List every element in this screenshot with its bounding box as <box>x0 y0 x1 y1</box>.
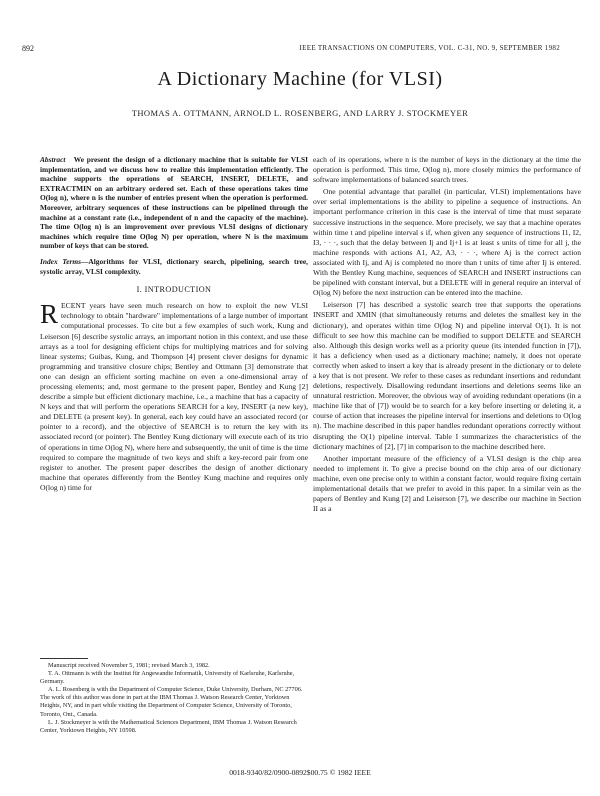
footnote: Manuscript received November 5, 1981; revised March 3, 1982. <box>48 662 210 669</box>
abstract-label: Abstract <box>40 155 66 164</box>
body-paragraph: each of its operations, where n is the number of keys in the dictionary at the time the operation is performed. This time, O(log n), more closely mimics the performance of software implementations of balanced search trees. <box>313 155 581 185</box>
page-number: 892 <box>22 44 34 53</box>
abstract-text: We present the design of a dictionary machine that is suitable for VLSI implementation, and we discuss how to realize this implementation efficiently. The machine supports the operations of SEARCH, INSERT, DELETE, and EXTRACTMIN on an arbitrary ordered set. Each of these operations takes time O(log n), where n is the number of entries present when the operation is performed. Moreover, arbitrary sequences of these instructions can be pipelined through the machine at a constant rate (i.e., independent of n and the capacity of the machine). The time O(log n) is an improvement over previous VLSI designs of dictionary machines which require time O(log N) per operation, where N is the maximum number of keys that can be stored. <box>40 155 308 251</box>
section-heading: I. INTRODUCTION <box>136 285 212 295</box>
body-paragraph: Another important measure of the efficiency of a VLSI design is the chip area needed to implement it. To give a precise bound on the chip area of our dictionary machine, even one precise only to within a constant factor, would require fixing certain implementational details that we prefer to avoid in this paper. In a similar vein as the papers of Bentley and Kung [2] and Leiserson [7], we describe our machine in Section II as a <box>313 453 581 514</box>
running-header: IEEE TRANSACTIONS ON COMPUTERS, VOL. C-31, NO. 9, SEPTEMBER 1982 <box>299 44 560 52</box>
left-column <box>40 155 308 495</box>
footnotes <box>40 662 308 735</box>
author-list: THOMAS A. OTTMANN, ARNOLD L. ROSENBERG, AND LARRY J. STOCKMEYER <box>131 108 469 118</box>
body-paragraph: One potential advantage that parallel (in particular, VLSI) implementations have over serial implementations is the ability to pipeline a sequence of instructions. An important performance criterion in this case is the interval of time that must separate successive instructions in the sequence. More precisely, we say that a machine operates within time t and pipeline interval s if, when given any sequence of instructions I1, I2, I3, · · ·, such that the delay between Ij and Ij+1 is at least s units of time for all j, the machine responds with actions A1, A2, A3, · · ·, where Aj is the correct action associated with Ij, and Aj is completed no more than t units of time after Ij is entered. With the Bentley Kung machine, sequences of SEARCH and INSERT instructions can be pipelined with constant interval, but a DELETE will in general require an interval of O(log N) before the next instruction can be entered into the machine. <box>313 187 581 298</box>
footnote: L. J. Stockmeyer is with the Mathematical Sciences Department, IBM Thomas J. Watson Research Center, Yorktown Heights, NY 10598. <box>40 718 297 734</box>
body-paragraph: Leiserson [7] has described a systolic search tree that supports the operations INSERT and XMIN (that simultaneously returns and deletes the smallest key in the dictionary), and operates within time O(log N) and pipeline interval O(1). It is not difficult to see how this machine can be modified to support DELETE and SEARCH also. Although this design works well as a priority queue (its intended function in [7]), it has a deficiency when used as a dictionary machine; namely, it does not operate correctly when asked to insert a key that is already present in the dictionary or to delete a key that is not present. We refer to these cases as redundant insertions and redundant deletions, respectively. Disallowing redundant insertions and deletions seems like an unnatural restriction. Moreover, the obvious way of avoiding redundant operations (in a machine like that of [7]) would be to search for a key before inserting or deleting it, a course of action that increases the pipeline interval for insertions and deletions to O(log n). The machine described in this paper handles redundant operations correctly without disrupting the O(1) pipeline interval. Table I summarizes the characteristics of the dictionary machines of [2], [7] in comparison to the machine described here. <box>313 300 581 451</box>
right-column <box>313 155 581 516</box>
footnote: A. L. Rosenberg is with the Department of Computer Science, Duke University, Durham, NC 27706. The work of this author was done in part at the IBM Thomas J. Watson Research Center, Yorktown Heights, NY, and in part while visiting the Department of Computer Science, University of Toronto, Toronto, Ont., Canada. <box>40 686 303 718</box>
paper-title: A Dictionary Machine (for VLSI) <box>157 68 443 90</box>
footnote-rule <box>40 658 88 659</box>
drop-cap: R <box>40 299 59 330</box>
index-terms-label: Index Terms <box>40 256 81 266</box>
index-terms-text: —Algorithms for VLSI, dictionary search, pipelining, search tree, systolic array, VLSI complexity. <box>40 256 308 276</box>
footnote: T. A. Ottmann is with the Institut für Angewandte Informatik, University of Karlsruhe, Karlsruhe, Germany. <box>40 670 295 686</box>
intro-paragraph <box>40 301 308 493</box>
copyright-line: 0018-9340/82/0900-0892$00.75 © 1982 IEEE <box>229 768 371 777</box>
abstract <box>40 155 308 251</box>
index-terms <box>40 257 308 276</box>
intro-text: ECENT years have seen much research on how to exploit the new VLSI technology to obtain "hardware" implementations of a large number of important computational processes. To cite but a few examples of such work, Kung and Leiserson [6] describe systolic arrays, an important notion in this context, and use these arrays as a tool for designing efficient chips for multiplying matrices and for solving linear systems; Guibas, Kung, and Thompson [4] present clever designs for dynamic programming and transitive closure chips; Bentley and Ottmann [3] demonstrate that one can design an efficient sorting machine on even a one-dimensional array of processing elements; and, most germane to the present paper, Bentley and Kung [2] describe a simple but efficient dictionary machine, i.e., a machine that has a capacity of N keys and that will perform the operations SEARCH for a key, INSERT (a new key), and DELETE (a present key). In general, each key could have an associated record (or pointer to a record), and the objective of SEARCH is to return the key with its associated record (or pointer). The Bentley Kung dictionary will execute each of its trio of operations in time O(log N), where here and subsequently, the unit of time is the time required to compare the magnitude of two keys and shift a key-record pair from one register to another. The present paper describes the design of another dictionary machine that operates differently from the Bentley Kung machine and requires only O(log n) time for <box>40 301 308 492</box>
